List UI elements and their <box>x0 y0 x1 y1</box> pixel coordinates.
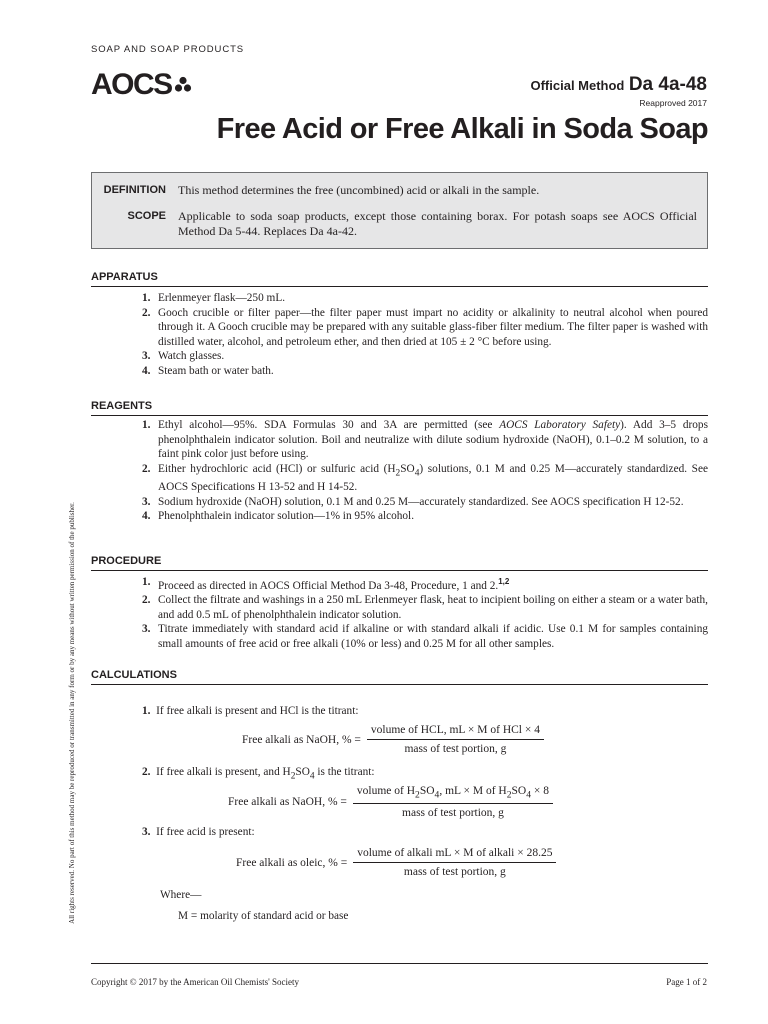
list-item: 3. Sodium hydroxide (NaOH) solution, 0.1 M and 0.25 M—accurately standardized. See AOCS specification H 12-52. <box>142 495 684 508</box>
equation-lhs: Free alkali as NaOH, % = <box>242 733 361 746</box>
equation-denominator: mass of test portion, g <box>404 743 507 755</box>
list-item: 1. Proceed as directed in AOCS Official Method Da 3-48, Procedure, 1 and 2.$^{1,2}$ <box>142 576 510 592</box>
calc-item-2: 2. If free alkali is present, and $H_2SO_4$ is the titrant: <box>142 766 375 782</box>
reagents-list <box>120 418 708 524</box>
equation-fraction <box>353 785 553 819</box>
calc-item-1: 1. If free alkali is present and HCl is the titrant: <box>142 705 359 717</box>
equation-denominator: mass of test portion, g <box>403 866 506 878</box>
list-item: 4. Steam bath or water bath. <box>142 364 274 377</box>
footnote-ref: 1,2 <box>498 577 510 586</box>
scope-text: Applicable to soda soap products, except those containing borax. For potash soaps see AOCS Official Method Da 5-44. Replaces Da 4a-42. <box>178 209 697 238</box>
equation-fraction <box>353 847 556 878</box>
footer-divider <box>91 963 708 964</box>
logo-text: AOCS <box>91 68 172 101</box>
equation-3 <box>236 847 556 878</box>
list-item: 3. Watch glasses. <box>142 350 225 362</box>
m-definition: M = molarity of standard acid or base <box>178 910 349 922</box>
equation-lhs: Free alkali as NaOH, % = <box>228 796 347 809</box>
scope-label: SCOPE <box>127 210 166 222</box>
definition-scope-box <box>91 172 708 249</box>
equation-numerator: volume of $H_2SO_4$, mL × M of $H_2SO_4 \times 8$ <box>353 785 553 804</box>
equation-denominator: mass of test portion, g <box>402 807 504 820</box>
apparatus-heading: APPARATUS <box>91 271 708 287</box>
list-item: 1. Erlenmeyer flask—250 mL. <box>142 292 286 304</box>
procedure-heading: PROCEDURE <box>91 555 708 571</box>
category-header: SOAP AND SOAP PRODUCTS <box>91 44 245 55</box>
list-item: 2. Collect the filtrate and washings in a 250 mL Erlenmeyer flask, heat to incipient boiling on either a steam or a water bath, and add 0.5 mL of phenolphthalein indicator solution. <box>142 594 708 621</box>
where-label: Where— <box>160 889 202 901</box>
apparatus-list <box>120 291 708 378</box>
procedure-list <box>120 575 708 651</box>
list-item: 2. Either hydrochloric acid (HCl) or sulfuric acid $(H_2SO_4)$ solutions, 0.1 M and 0.25 M—accurately standardized. See AOCS Specifications H 13-52 and H 14-52. <box>142 462 708 494</box>
reapproved-note: Reapproved 2017 <box>639 98 707 108</box>
equation-lhs: Free alkali as oleic, % = <box>236 856 348 869</box>
definition-label: DEFINITION <box>103 184 166 196</box>
method-label: Official Method <box>530 78 625 93</box>
method-number: Da 4a-48 <box>628 74 707 95</box>
logo-mark-icon <box>174 76 192 94</box>
list-item: 2. Gooch crucible or filter paper—the filter paper must impart no acidity or alkalinity to neutral alcohol when poured through it. A Gooch crucible may be prepared with any suitable glass-fiber filter medium. The filter paper is washed with distilled water, alcohol, and petroleum ether, and then dried at 105 ± 2 °C before using. <box>142 306 708 348</box>
equation-numerator: volume of alkali mL × M of alkali × 28.25 <box>353 847 556 863</box>
calculations-heading: CALCULATIONS <box>91 669 708 685</box>
list-item: 1. Ethyl alcohol—95%. SDA Formulas 30 and 3A are permitted (see AOCS Laboratory Safety). Add 3–5 drops phenolphthalein indicator solution. Boil and neutralize with dilute sodium hydroxide (NaOH), 0.1–0.2 M solution, to a faint pink color just before using. <box>142 419 708 460</box>
list-item: 4. Phenolphthalein indicator solution—1% in 95% alcohol. <box>142 510 415 523</box>
equation-numerator: volume of HCL, mL × M of HCl × 4 <box>367 724 544 740</box>
rights-notice: All rights reserved. No part of this method may be reproduced or transmitted in any form or by any means without written permission of the publisher. <box>67 501 76 924</box>
footer-page-number: Page 1 of 2 <box>666 977 707 987</box>
definition-text: This method determines the free (uncombined) acid or alkali in the sample. <box>178 183 540 197</box>
page-title: Free Acid or Free Alkali in Soda Soap <box>216 113 708 145</box>
equation-fraction <box>367 724 544 755</box>
calc-item-3: 3. If free acid is present: <box>142 826 255 838</box>
reagents-heading: REAGENTS <box>91 400 708 416</box>
equation-2 <box>228 785 553 819</box>
aocs-logo <box>91 70 192 100</box>
list-item: 3. Titrate immediately with standard acid if alkaline or with standard alkali if acidic. Use 0.1 M for samples containing small amounts of free acid or free alkali (10% or less) and 0.25 M for all other samples. <box>142 623 708 650</box>
equation-1 <box>242 724 544 755</box>
footer-copyright: Copyright © 2017 by the American Oil Chemists' Society <box>91 977 299 987</box>
method-id <box>530 74 707 96</box>
